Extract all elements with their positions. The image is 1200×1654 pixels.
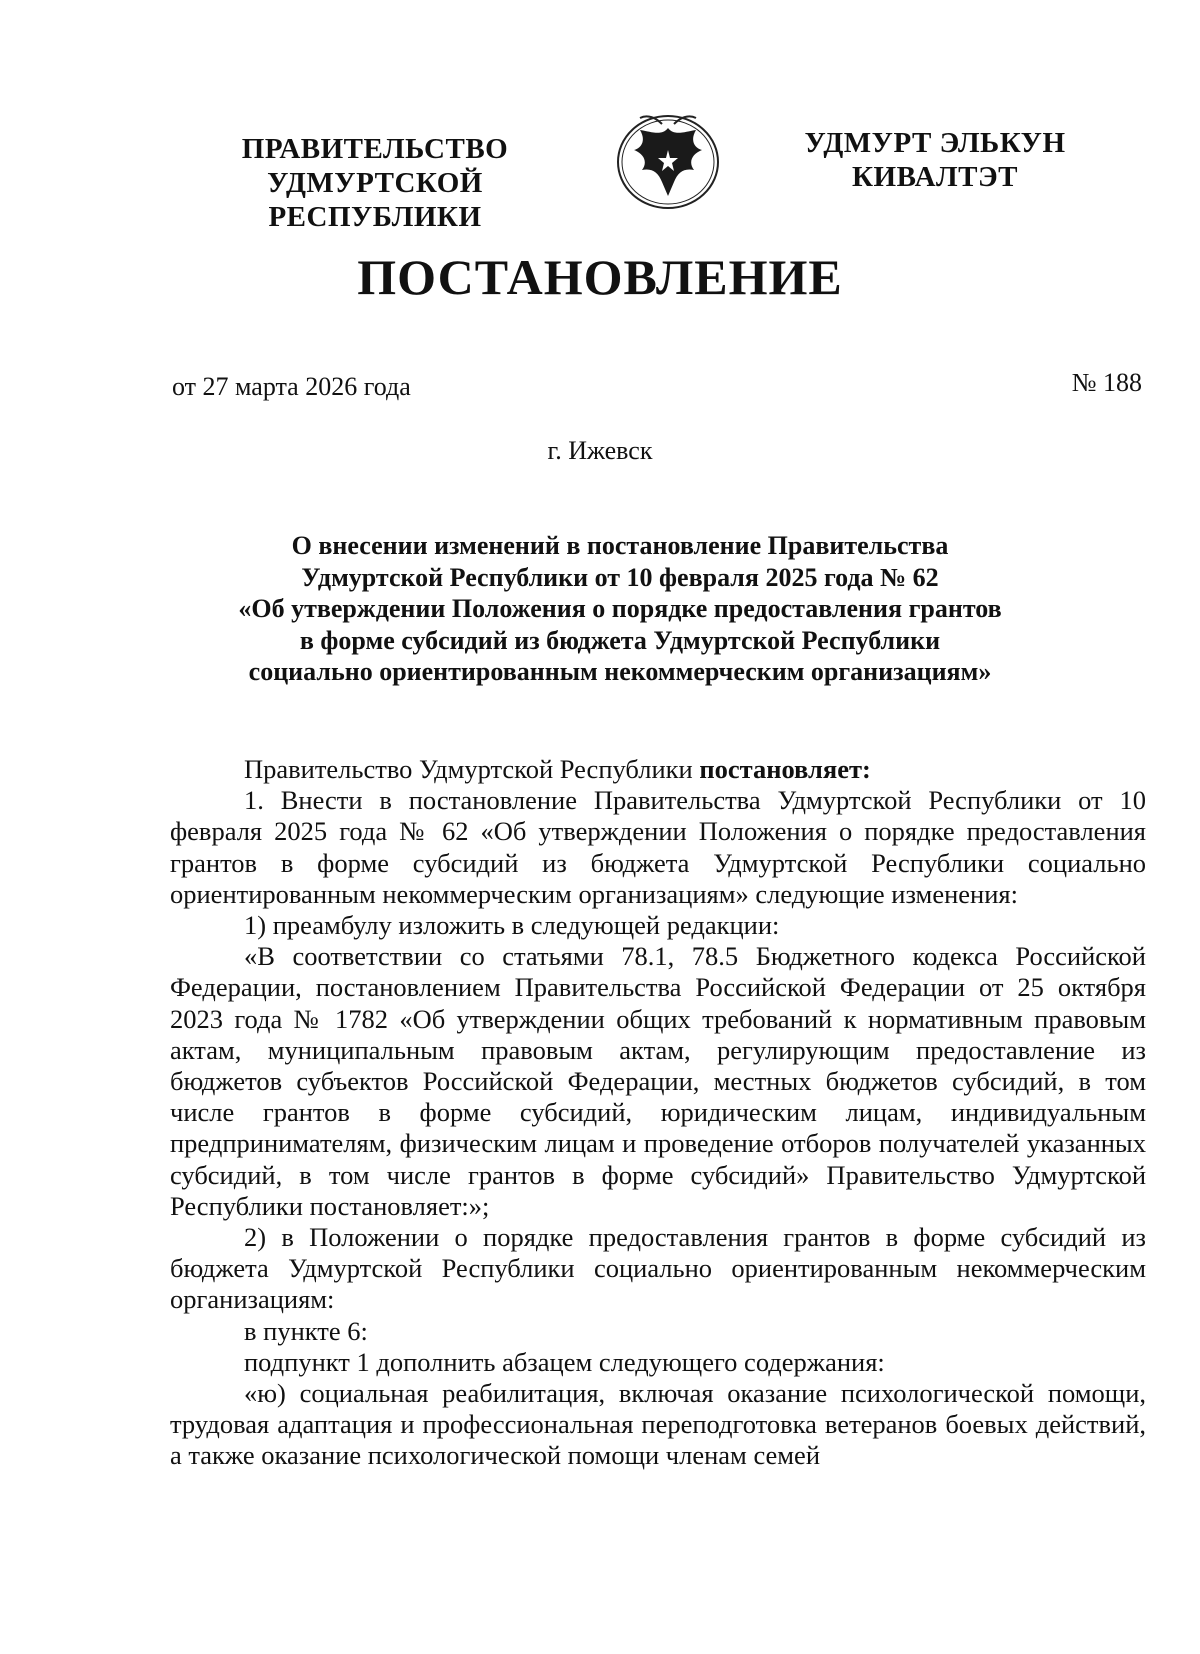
intro-bold: постановляет:	[699, 754, 871, 784]
header-left-line1: ПРАВИТЕЛЬСТВО	[241, 133, 509, 165]
subject-line: в форме субсидий из бюджета Удмуртской Республики	[299, 625, 941, 655]
body-intro	[170, 754, 1146, 785]
header-left	[160, 132, 590, 234]
body-paragraph: «ю) социальная реабилитация, включая оказание психологической помощи, трудовая адаптация и профессиональная переподготовка ветеранов боевых действий, а также оказание психологической помощи членам семей	[170, 1378, 1146, 1471]
header-right-line1: УДМУРТ ЭЛЬКУН	[804, 127, 1066, 159]
subject-line: «Об утверждении Положения о порядке предоставления грантов	[238, 594, 1002, 623]
body-paragraph: «В соответствии со статьями 78.1, 78.5 Бюджетного кодекса Российской Федерации, постановлением Правительства Российской Федерации от 25 октября 2023 года № 1782 «Об утверждении общих требований к нормативным правовым актам, муниципальным правовым актам, регулирующим предоставление из бюджетов субъектов Российской Федерации, местных бюджетов субсидий, в том числе грантов в форме субсидий, юридическим лицам, индивидуальным предпринимателям, физическим лицам и проведение отборов получателей указанных субсидий, в том числе грантов в форме субсидий» Правительство Удмуртской Республики постановляет:»;	[170, 941, 1146, 1221]
document-subject	[160, 530, 1080, 688]
body-paragraph: в пункте 6:	[244, 1315, 368, 1346]
coat-of-arms-emblem	[612, 110, 724, 210]
intro-text: Правительство Удмуртской Республики	[244, 754, 700, 784]
subject-line: О внесении изменений в постановление Правительства	[291, 531, 949, 560]
document-title: ПОСТАНОВЛЕНИЕ	[357, 249, 843, 305]
header-right-line2: КИВАЛТЭТ	[851, 161, 1018, 193]
document-body	[170, 754, 1146, 1472]
subject-line: социально ориентированным некоммерческим организациям»	[248, 657, 992, 686]
header-right	[790, 126, 1080, 194]
body-paragraph: подпункт 1 дополнить абзацем следующего содержания:	[244, 1346, 885, 1377]
document-number: № 188	[1071, 368, 1142, 397]
header-left-line2: УДМУРТСКОЙ РЕСПУБЛИКИ	[267, 167, 483, 233]
body-paragraph: 2) в Положении о порядке предоставления грантов в форме субсидий из бюджета Удмуртской Республики социально ориентированным некоммерческим организациям:	[170, 1222, 1146, 1315]
document-city: г. Ижевск	[547, 436, 653, 465]
body-paragraph: 1) преамбулу изложить в следующей редакции:	[244, 910, 780, 941]
body-paragraph: 1. Внести в постановление Правительства Удмуртской Республики от 10 февраля 2025 года № 62 «Об утверждении Положения о порядке предоставления грантов в форме субсидий из бюджета Удмуртской Республики социально ориентированным некоммерческим организациям» следующие изменения:	[170, 785, 1146, 909]
document-date: от 27 марта 2026 года	[172, 372, 411, 401]
subject-line: Удмуртской Республики от 10 февраля 2025 года № 62	[301, 562, 939, 592]
